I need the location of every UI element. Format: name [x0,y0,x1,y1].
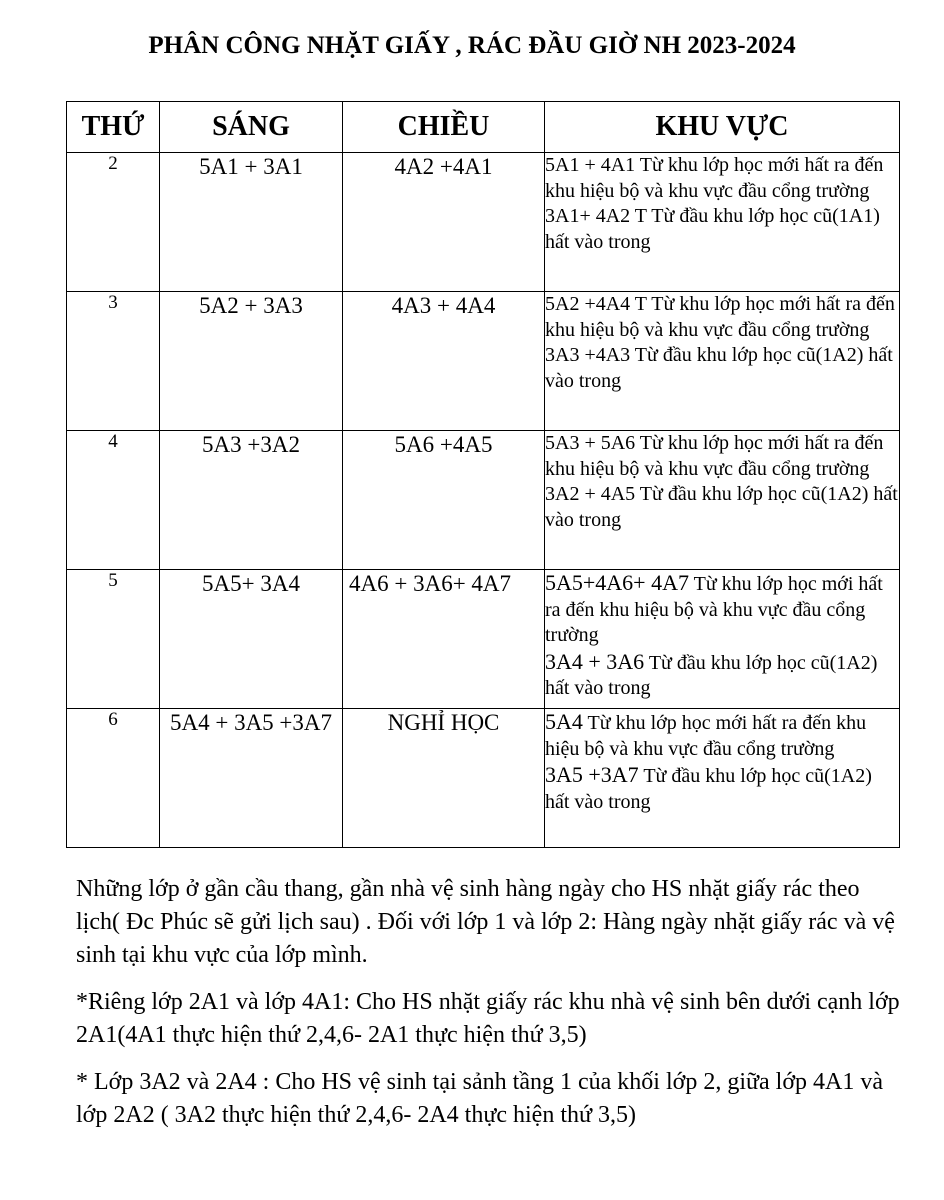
afternoon-cell: 4A6 + 3A6+ 4A7 [343,570,545,709]
area-cell [545,431,900,570]
document-title: PHÂN CÔNG NHẶT GIẤY , RÁC ĐẦU GIỜ NH 2023-2024 [148,32,796,59]
day-cell: 5 [67,570,160,709]
area-cell [545,570,900,709]
area-line: 3A3 +4A3 Từ đầu khu lớp học cũ(1A2) hất vào trong [545,344,893,392]
morning-cell: 5A3 +3A2 [160,431,343,570]
area-text: Từ đầu khu lớp học cũ(1A2) hất vào trong [545,651,878,699]
area-cell [545,292,900,431]
area-line [545,709,899,762]
area-line: 5A1 + 4A1 Từ khu lớp học mới hất ra đến khu hiệu bộ và khu vực đầu cổng trường [545,154,884,202]
day-cell: 3 [67,292,160,431]
area-text: Từ khu lớp học mới hất ra đến khu hiệu bộ và khu vực đầu cổng trường [545,712,867,760]
table-header-row [67,102,900,153]
area-classes: 5A4 [545,709,583,734]
afternoon-cell: 4A2 +4A1 [343,153,545,292]
area-line [545,762,899,815]
notes-section [76,873,906,1146]
morning-cell: 5A2 + 3A3 [160,292,343,431]
header-area: KHU VỰC [545,102,900,153]
afternoon-cell: 4A3 + 4A4 [343,292,545,431]
header-afternoon: CHIỀU [343,102,545,153]
afternoon-cell: NGHỈ HỌC [343,709,545,848]
area-cell [545,153,900,292]
table-row [67,153,900,292]
area-text: Từ đầu khu lớp học cũ(1A2) hất vào trong [545,765,872,813]
table-row [67,570,900,709]
day-cell: 2 [67,153,160,292]
schedule-table [66,101,900,848]
area-line: 5A3 + 5A6 Từ khu lớp học mới hất ra đến khu hiệu bộ và khu vực đầu cổng trường [545,432,884,480]
header-morning: SÁNG [160,102,343,153]
area-line: 3A2 + 4A5 Từ đầu khu lớp học cũ(1A2) hất vào trong [545,483,898,531]
area-line [545,570,899,649]
header-day: THỨ [67,102,160,153]
area-line [545,649,899,702]
area-cell [545,709,900,848]
table-row [67,292,900,431]
table-row [67,709,900,848]
area-line: 5A2 +4A4 T Từ khu lớp học mới hất ra đến khu hiệu bộ và khu vực đầu cổng trường [545,293,895,341]
area-line: 3A1+ 4A2 T Từ đầu khu lớp học cũ(1A1) hất vào trong [545,205,880,253]
note-paragraph: * Lớp 3A2 và 2A4 : Cho HS vệ sinh tại sảnh tầng 1 của khối lớp 2, giữa lớp 4A1 và lớp 2A2 ( 3A2 thực hiện thứ 2,4,6- 2A4 thực hiện thứ 3,5) [76,1069,883,1128]
area-classes: 3A4 + 3A6 [545,648,645,674]
table-row [67,431,900,570]
area-classes: 3A5 +3A7 [545,762,639,787]
afternoon-cell: 5A6 +4A5 [343,431,545,570]
morning-cell: 5A5+ 3A4 [160,570,343,709]
area-text: Từ khu lớp học mới hất ra đến khu hiệu bộ và khu vực đầu cổng trường [545,573,883,646]
day-cell: 6 [67,709,160,848]
area-classes: 5A5+4A6+ 4A7 [545,570,689,595]
note-paragraph: Những lớp ở gần cầu thang, gần nhà vệ sinh hàng ngày cho HS nhặt giấy rác theo lịch( Đc Phúc sẽ gửi lịch sau) . Đối với lớp 1 và lớp 2: Hàng ngày nhặt giấy rác và vệ sinh tại khu vực của lớp mình. [76,876,895,968]
day-cell: 4 [67,431,160,570]
morning-cell: 5A1 + 3A1 [160,153,343,292]
note-paragraph: *Riêng lớp 2A1 và lớp 4A1: Cho HS nhặt giấy rác khu nhà vệ sinh bên dưới cạnh lớp 2A1(4A1 thực hiện thứ 2,4,6- 2A1 thực hiện thứ 3,5) [76,989,900,1048]
morning-cell: 5A4 + 3A5 +3A7 [160,709,343,848]
